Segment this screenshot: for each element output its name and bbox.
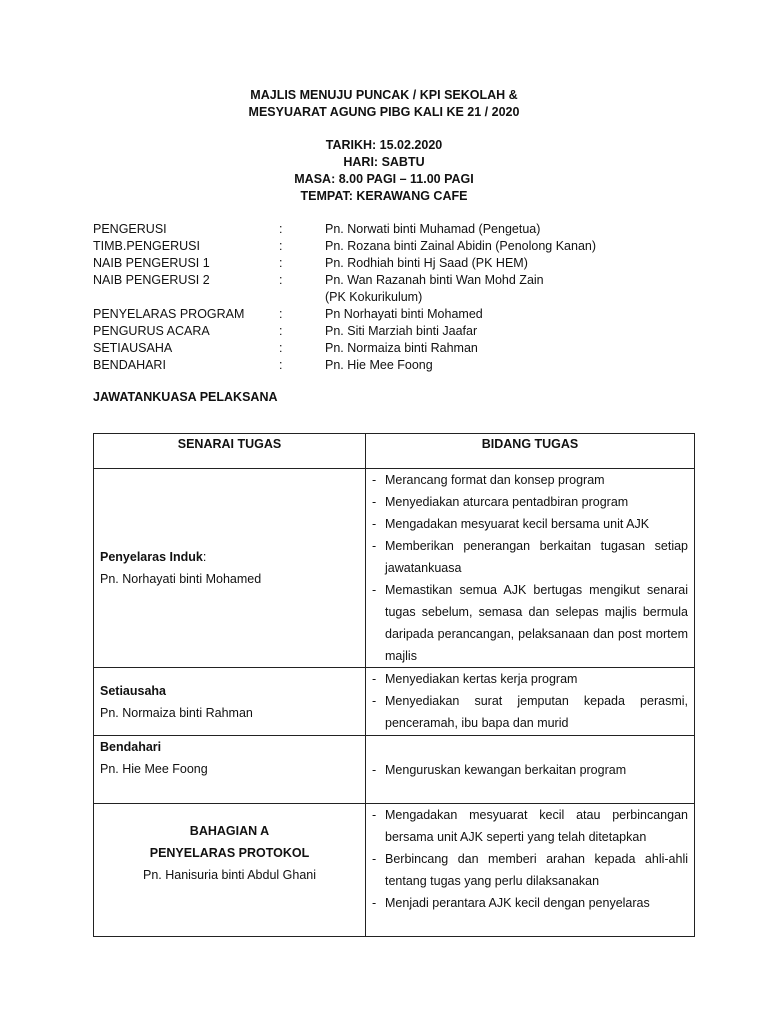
task-list <box>366 668 694 734</box>
committee-name: Pn. Siti Marziah binti Jaafar <box>325 324 478 338</box>
title-line-2: MESYUARAT AGUNG PIBG KALI KE 21 / 2020 <box>248 105 520 119</box>
document-title <box>0 87 768 121</box>
table-header-row <box>94 434 695 469</box>
event-date: TARIKH: 15.02.2020 <box>325 138 443 152</box>
committee-role: PENYELARAS PROGRAM <box>93 307 245 321</box>
task-item: - Memberikan penerangan berkaitan tugasan setiap jawatankuasa <box>372 535 688 579</box>
event-time: MASA: 8.00 PAGI – 11.00 PAGI <box>294 172 474 186</box>
committee-role: TIMB.PENGERUSI <box>93 239 200 253</box>
committee-row <box>93 340 713 357</box>
role-person: Pn. Norhayati binti Mohamed <box>100 572 262 586</box>
role-cell <box>94 736 366 804</box>
committee-row <box>93 272 713 289</box>
title-line-1: MAJLIS MENUJU PUNCAK / KPI SEKOLAH & <box>250 88 518 102</box>
role-title: PENYELARAS PROTOKOL <box>149 846 310 860</box>
committee-name: Pn. Rozana binti Zainal Abidin (Penolong Kanan) <box>325 239 597 253</box>
committee-role: PENGURUS ACARA <box>93 324 210 338</box>
role-cell <box>94 804 366 937</box>
role-person: Pn. Normaiza binti Rahman <box>100 705 253 720</box>
role-title-suffix: : <box>202 550 207 564</box>
committee-name: Pn. Hie Mee Foong <box>325 358 433 372</box>
task-item: - Menyediakan aturcara pentadbiran program <box>372 491 688 513</box>
committee-name-continuation: (PK Kokurikulum) <box>325 290 423 304</box>
section-title: JAWATANKUASA PELAKSANA <box>93 390 278 404</box>
committee-name: Pn. Normaiza binti Rahman <box>325 341 478 355</box>
committee-name: Pn. Norwati binti Muhamad (Pengetua) <box>325 222 541 236</box>
event-day: HARI: SABTU <box>343 155 425 169</box>
committee-colon: : <box>279 222 283 236</box>
committee-colon: : <box>279 273 283 287</box>
role-cell <box>94 668 366 736</box>
task-list <box>366 759 694 781</box>
committee-row <box>93 221 713 238</box>
column-header-senarai-tugas: SENARAI TUGAS <box>94 434 366 469</box>
role-person: Pn. Hie Mee Foong <box>100 762 208 776</box>
table-row <box>94 736 695 804</box>
committee-colon: : <box>279 324 283 338</box>
column-header-bidang-tugas: BIDANG TUGAS <box>366 434 695 469</box>
table-row <box>94 469 695 668</box>
committee-role: NAIB PENGERUSI 2 <box>93 273 210 287</box>
committee-name: Pn. Wan Razanah binti Wan Mohd Zain <box>325 273 544 287</box>
event-details <box>0 137 768 205</box>
committee-role: PENGERUSI <box>93 222 167 236</box>
committee-row <box>93 255 713 272</box>
task-list <box>366 804 694 914</box>
task-item: - Memastikan semua AJK bertugas mengikut senarai tugas sebelum, semasa dan selepas majlis bermula daripada perancangan, pelaksanaan dan post mortem majlis <box>372 579 688 667</box>
task-item: - Mengadakan mesyuarat kecil atau perbincangan bersama unit AJK seperti yang telah ditetapkan <box>372 804 688 848</box>
role-title: Penyelaras Induk <box>100 550 203 564</box>
task-table <box>93 433 695 937</box>
committee-colon: : <box>279 358 283 372</box>
committee-colon: : <box>279 341 283 355</box>
committee-colon: : <box>279 239 283 253</box>
tasks-cell <box>366 804 695 937</box>
table-row <box>94 804 695 937</box>
committee-name: Pn Norhayati binti Mohamed <box>325 307 483 321</box>
task-item: - Menjadi perantara AJK kecil dengan penyelaras <box>372 892 688 914</box>
task-item: - Menyediakan surat jemputan kepada perasmi, penceramah, ibu bapa dan murid <box>372 690 688 734</box>
committee-row-continuation <box>93 289 713 306</box>
task-item: - Mengadakan mesyuarat kecil bersama unit AJK <box>372 513 688 535</box>
committee-name: Pn. Rodhiah binti Hj Saad (PK HEM) <box>325 256 528 270</box>
committee-role: SETIAUSAHA <box>93 341 173 355</box>
committee-role: BENDAHARI <box>93 358 166 372</box>
tasks-cell <box>366 469 695 668</box>
committee-row <box>93 323 713 340</box>
committee-role: NAIB PENGERUSI 1 <box>93 256 210 270</box>
committee-row <box>93 306 713 323</box>
task-list <box>366 469 694 667</box>
role-cell <box>94 469 366 668</box>
committee-list <box>93 221 713 374</box>
role-title: Bendahari <box>100 740 162 754</box>
committee-row <box>93 238 713 255</box>
task-item: - Menyediakan kertas kerja program <box>372 668 688 690</box>
table-row <box>94 668 695 736</box>
task-item: - Berbincang dan memberi arahan kepada ahli-ahli tentang tugas yang perlu dilaksanakan <box>372 848 688 892</box>
role-title-line <box>100 546 359 568</box>
role-title: Setiausaha <box>100 683 167 698</box>
role-person: Pn. Hanisuria binti Abdul Ghani <box>142 868 317 882</box>
event-venue: TEMPAT: KERAWANG CAFE <box>300 189 468 203</box>
tasks-cell <box>366 668 695 736</box>
section-label: BAHAGIAN A <box>189 824 270 838</box>
task-item: - Merancang format dan konsep program <box>372 469 688 491</box>
committee-colon: : <box>279 307 283 321</box>
task-item: - Menguruskan kewangan berkaitan program <box>372 759 688 781</box>
tasks-cell <box>366 736 695 804</box>
committee-row <box>93 357 713 374</box>
committee-colon: : <box>279 256 283 270</box>
